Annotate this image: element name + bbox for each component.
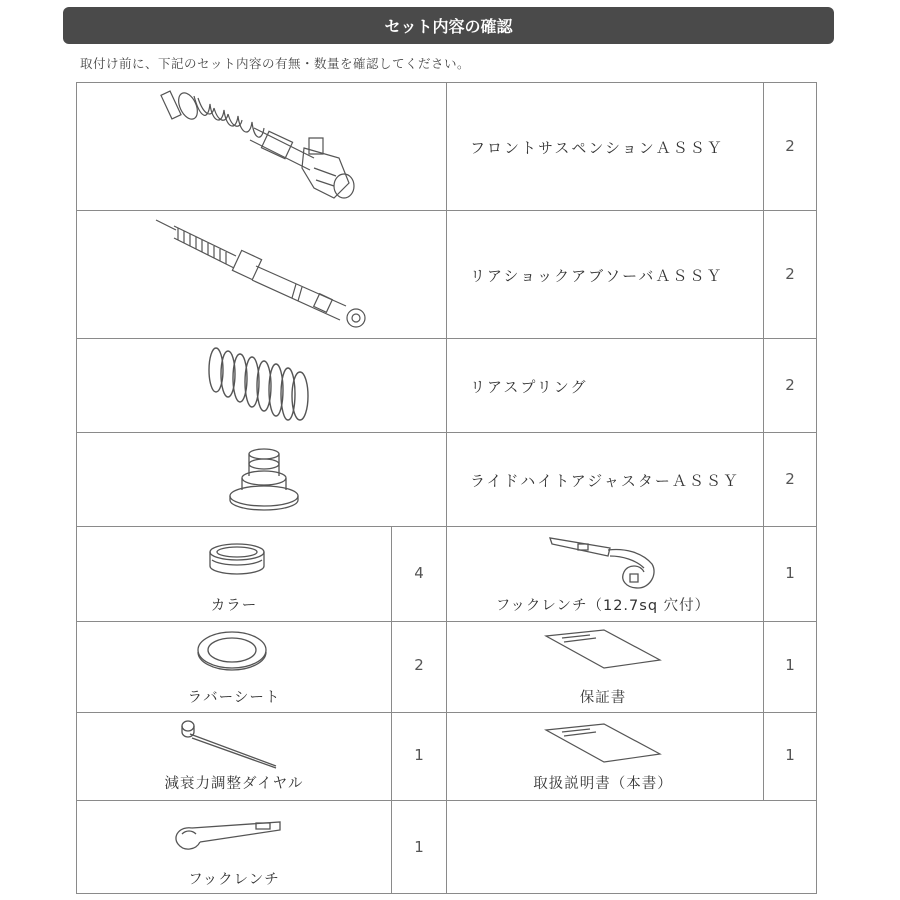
rear-spring-icon (206, 344, 316, 422)
hook-wrench-square-icon (548, 534, 660, 592)
ride-height-adjuster-icon (226, 440, 302, 512)
item-qty: 4 (414, 564, 424, 582)
item-caption: 保証書 (579, 690, 627, 706)
item-qty: 1 (414, 746, 424, 764)
item-caption: 取扱説明書（本書） (533, 776, 673, 792)
item-qty: 2 (785, 376, 795, 394)
item-caption: フックレンチ (188, 872, 280, 888)
item-name: フロントサスペンションＡＳＳＹ (470, 139, 724, 157)
item-qty: 2 (785, 470, 795, 488)
contents-table (76, 82, 817, 894)
rear-shock-icon (156, 218, 381, 333)
item-name: ライドハイトアジャスターＡＳＳＹ (470, 472, 740, 490)
item-qty: 1 (785, 564, 795, 582)
front-suspension-icon (164, 88, 364, 208)
damping-dial-icon (180, 718, 280, 770)
manual-document-icon (544, 722, 662, 764)
item-qty: 1 (785, 656, 795, 674)
empty-cell (446, 800, 817, 894)
item-caption: ラバーシート (187, 690, 281, 706)
item-name: リアショックアブソーバＡＳＳＹ (470, 267, 724, 285)
item-caption: カラー (210, 598, 258, 614)
item-caption: 減衰力調整ダイヤル (164, 776, 304, 792)
item-qty: 2 (414, 656, 424, 674)
item-qty: 2 (785, 137, 795, 155)
item-name: リアスプリング (470, 378, 588, 396)
intro-text: 取付け前に、下記のセット内容の有無・数量を確認してください。 (80, 56, 471, 71)
item-qty: 1 (785, 746, 795, 764)
rubber-seat-icon (196, 630, 268, 672)
section-title: セット内容の確認 (63, 7, 834, 44)
collar-icon (208, 542, 266, 578)
warranty-document-icon (544, 628, 662, 670)
item-qty: 1 (414, 838, 424, 856)
hook-wrench-icon (172, 818, 282, 856)
item-caption: フックレンチ（12.7sq 穴付） (495, 598, 711, 614)
item-qty: 2 (785, 265, 795, 283)
